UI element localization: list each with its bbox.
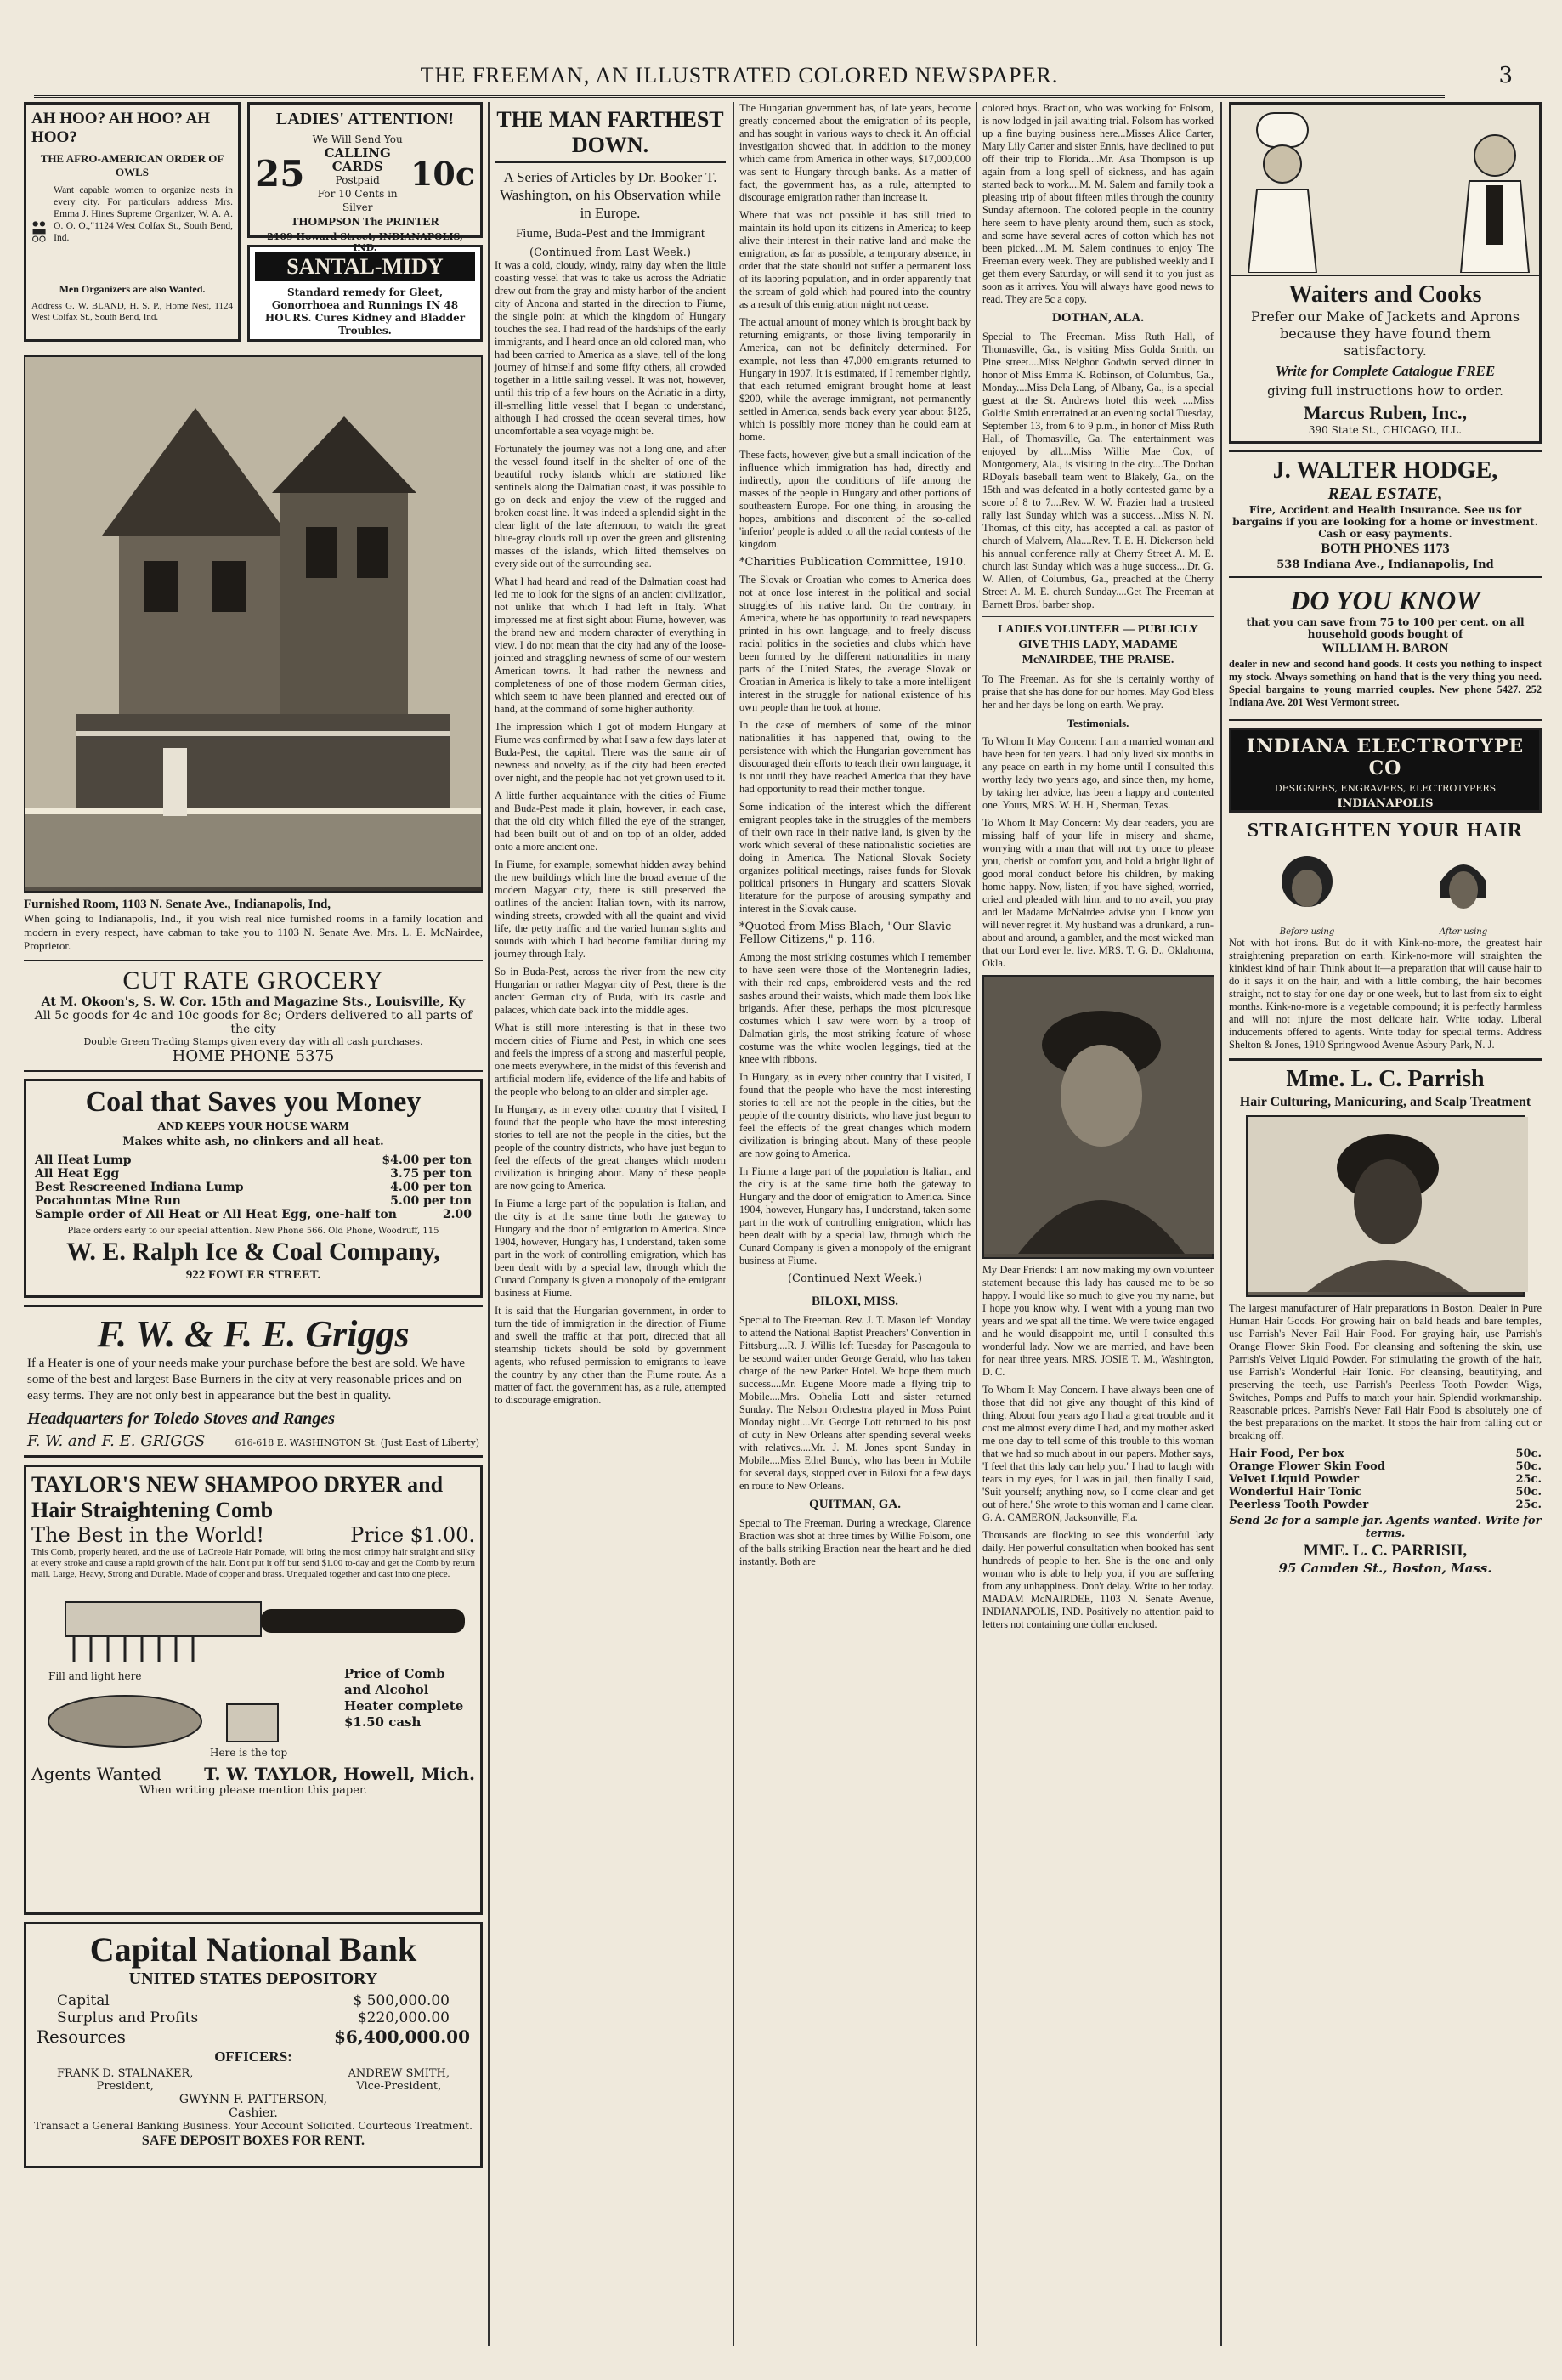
article-column-1 xyxy=(488,102,726,2346)
ads-column-right xyxy=(1220,102,1542,2346)
news-column xyxy=(976,102,1214,2346)
taylor-comb-ad xyxy=(24,1465,483,1915)
electrotype-ad xyxy=(1229,728,1542,813)
price-value: 5.00 per ton xyxy=(390,1194,472,1208)
article-paragraph: The actual amount of money which is brought back by returning emigrants, or those living temporarily in America, can not be definitely determined. For example, not less than 47,000 emigrants returned to Hungary in 1907. It is estimated, if I remember rightly, that each returned emigrant brought home at least $200, while the average immigrant, not permanently settled in America, sends back every year about $125, which is possibly more money than he could earn at home. xyxy=(739,316,971,443)
capital-value: $ 500,000.00 xyxy=(353,1992,450,2009)
article-footnote: *Quoted from Miss Blach, "Our Slavic Fellow Citizens," p. 116. xyxy=(739,921,952,946)
price-item: All Heat Lump xyxy=(35,1153,132,1167)
article-paragraph: In Fiume a large part of the population is Italian, and the city is at the same time both the gateway to Hungary and the door of emigration to America. Since 1904, however, Hungary has, I understand, taken some part in the work of controlling emigration, which has been dealt with by a special law, through which the Cunard Company is given a monopoly of the emigrant business at Fiume. xyxy=(495,1198,726,1299)
house-caption: When going to Indianapolis, Ind., if you wish real nice furnished rooms in a family location and modern in every respect, have cabman to take you to 1103 N. Senate Ave. Mrs. L. E. McNairdee, Proprietor. xyxy=(24,912,483,952)
biloxi-news: Special to The Freeman. Rev. J. T. Mason left Monday to attend the National Baptist Preachers' Convention in Pittsburg....R. J. Willis left Tuesday for Pascagoula to be second waiter under George Gerald, who has taken charge of the new Parker Hotel. We hope them much success....Mr. Eugene Moore made a flying trip to Mobile....Mrs. Ophelia Lott and sister returned Sunday. The Nelson Orchestra played in Moss Point Monday night....Mr. George Lott returned to his post of duty in New Orleans after spending several weeks with relatives....Mr. J. M. Jones spent Sunday in Mobile....Miss Ethel Bundy, who has been in Mobile for several days, stopped over in Biloxi for a few days en route to New Orleans. xyxy=(739,1314,971,1492)
surplus-label: Surplus and Profits xyxy=(57,2009,199,2026)
taylor-company: T. W. TAYLOR, Howell, Mich. xyxy=(204,1764,475,1784)
masthead xyxy=(34,63,1513,98)
bank-subtitle: UNITED STATES DEPOSITORY xyxy=(128,1969,378,1988)
price-value: 50c. xyxy=(1515,1448,1542,1460)
parrish-subtitle: Hair Culturing, Manicuring, and Scalp Treatment xyxy=(1239,1095,1531,1109)
woman-portrait-icon xyxy=(984,977,1214,1254)
parrish-price-list xyxy=(1229,1448,1542,1511)
santal-text: Standard remedy for Gleet, Gonorrhoea and Runnings IN 48 HOURS. Cures Kidney and Bladder Troubles. xyxy=(264,286,466,337)
griggs-footer-address: 616-618 E. WASHINGTON St. (Just East of Liberty) xyxy=(235,1437,479,1448)
coal-company: W. E. Ralph Ice & Coal Company, xyxy=(66,1238,440,1266)
hodge-phones: BOTH PHONES 1173 xyxy=(1321,541,1450,556)
griggs-footer-name: F. W. and F. E. GRIGGS xyxy=(27,1432,206,1450)
cards-count: 25 xyxy=(255,152,305,195)
grocery-line-3: Double Green Trading Stamps given every day with all cash purchases. xyxy=(83,1036,423,1047)
hair-text: Not with hot irons. But do it with Kink-no-more, the greatest hair straightening preparation on earth. Kink-no-more will straighten the kinkiest kind of hair. Think about it—a preparation that will cause hair to do it says it on the hair, and with a little combing, the hair becomes straight, not to stay for one day or one week, but to last from six to eight months. Kink-no-more is a vegetable compound; it is perfectly harmless and will not injure the most delicate hair. Write today. Liberal inducements offered to agents. Write today for special terms. Address Shelton & Jones, 1910 Springwood Avenue Asbury Park, N. J. xyxy=(1229,937,1542,1051)
quitman-news: Special to The Freeman. During a wreckage, Clarence Braction was shot at three times by Willie Folsom, one of the balls striking Braction near the heart and he died instantly. Both are xyxy=(739,1517,971,1567)
parrish-portrait-icon xyxy=(1248,1117,1528,1292)
price-value: 50c. xyxy=(1515,1460,1542,1473)
article-paragraph: The Hungarian government has, of late years, become greatly concerned about the emigration of its people, and has sought in various ways to check it. An official investigation showed that, in addition to the money which came from America in other ways, $17,000,000 was sent to Hungary through banks. As a matter of fact, the government has, as a rule, attempted to discourage emigration rather than increase it. xyxy=(739,102,971,203)
parrish-footer: Send 2c for a sample jar. Agents wanted. Write for terms. xyxy=(1229,1515,1542,1540)
newspaper-title: THE FREEMAN, AN ILLUSTRATED COLORED NEWSPAPER. xyxy=(420,63,1059,88)
comb-price: Price of Comb and Alcohol Heater complete $1.50 cash xyxy=(344,1666,464,1730)
officer-2-name: ANDREW SMITH, xyxy=(348,2067,450,2080)
parrish-address: 95 Camden St., Boston, Mass. xyxy=(1278,1561,1492,1576)
price-item: Sample order of All Heat or All Heat Egg, one-half ton xyxy=(35,1208,397,1221)
article-paragraph: It was a cold, cloudy, windy, rainy day when the little coasting vessel that was to take us across the Adriatic drew out from the gray and misty harbor of the ancient city of Ancona and started in the direction to Fiume, the single point at which the kingdom of Hungary touches the sea. I had read of the hardships of the early immigrants, and I heard once an old colored man, who had been carried to America as a slave, tell of the long journey of himself and some fifty others, all crowded together in a little sailing vessel. It was not, however, until this trip of a few hours on the Adriatic in a dirty, ill-smelling little vessel that I began to understand, although I had crossed the ocean several times, how uncomfortable a sea voyage might be. xyxy=(495,259,726,437)
owls-men: Men Organizers are also Wanted. xyxy=(59,283,206,295)
taylor-price: Price $1.00. xyxy=(350,1523,475,1547)
grocery-phone: HOME PHONE 5375 xyxy=(172,1047,335,1065)
parrish-ad xyxy=(1229,1058,1542,1576)
know-text: dealer in new and second hand goods. It costs you nothing to inspect my stock. Always something on hand that is the very thing you need. Special bargains to young married couples. New phone 5427. 252 Indiana Ave. 201 West Vermont street. xyxy=(1229,658,1542,708)
santal-midy-ad xyxy=(247,245,483,342)
taylor-agents: Agents Wanted xyxy=(31,1764,161,1784)
house-caption-title: Furnished Room, 1103 N. Senate Ave., Indianapolis, Ind, xyxy=(24,898,331,911)
price-value: 4.00 per ton xyxy=(390,1181,472,1194)
grocery-line-1: At M. Okoon's, S. W. Cor. 15th and Magazine Sts., Louisville, Ky xyxy=(41,995,466,1009)
coal-title: Coal that Saves you Money xyxy=(85,1086,422,1118)
electro-subtitle: DESIGNERS, ENGRAVERS, ELECTROTYPERS xyxy=(1274,783,1497,794)
article-paragraph: So in Buda-Pest, across the river from the new city Hungarian or rather Magyar city of Pest, there is the ancient German city of Buda, with its castle and palaces, which date back into the middle ages. xyxy=(495,966,726,1016)
printer-address: 2109 Howard Street, INDIANAPOLIS, IND. xyxy=(267,231,463,253)
testimonial: Thousands are flocking to see this wonderful lady daily. Her powerful consultation when booked has sent hundreds of people to her. She is the one and only woman who is able to help you, if you are suffering from any unhappiness. Don't delay. Write to her today. MADAM McNAIRDEE, 1103 N. Senate Avenue, INDIANAPOLIS, IND. Positively no attention paid to letters not containing one dollar enclosed. xyxy=(982,1529,1214,1630)
article-paragraph: These facts, however, give but a small indication of the influence which immigration has had, directly and indirectly, upon the conditions of life among the masses of the people in Hungary and other portions of southeastern Europe. For one thing, in arousing the hopes, ambitions and discontent of the so-called 'inferior' people is added to all the racial contests of the kingdom. xyxy=(739,449,971,550)
testimonial: To Whom It May Concern. I have always been one of those that did not give any thought of this kind of thing. About four years ago I had a great trouble and it cost me almost every dime I had, and my mother asked me one day to tell some of this trouble to this woman that we had so much about in our papers. Mother says, 'I feel that this lady can help you.' I had to laugh with tears in my eyes, for I was in jail, then finally I said, 'Suit yourself; anything now, so I come clear and get out of here.' She wrote to this woman and I came clear. G. A. CAMERON, Jacksonville, Fla. xyxy=(982,1384,1214,1523)
price-item: Best Rescreened Indiana Lump xyxy=(35,1181,244,1194)
article-deck: A Series of Articles by Dr. Booker T. Washington, on his Observation while in Europe. xyxy=(500,169,721,221)
article-continued-next: (Continued Next Week.) xyxy=(739,1272,971,1289)
price-value: $4.00 per ton xyxy=(382,1153,472,1167)
house-illustration-icon xyxy=(25,357,481,887)
waiters-info: giving full instructions how to order. xyxy=(1267,383,1503,399)
waiters-address: 390 State St., CHICAGO, ILL. xyxy=(1308,424,1463,436)
waiter-illustration xyxy=(1231,105,1539,276)
before-head-icon xyxy=(1269,847,1345,924)
local-news: colored boys. Braction, who was working for Folsom, is now lodged in jail awaiting trial. Folsom has worked up a fine buying business here...Misses Alice Carter, Mary Lily Carter and sister Ennis, have declined to put off their trip to Florida....Mr. Asa Thompson is up again from a long spell of sickness, and has again started back to work....M. M. Salem and family took a pleasing trip of about fifteen miles through the country Sunday afternoon. The colored people in the country here seem to have plenty around them, such as stock, and some have several acres of cotton which has not been picked....M. M. Salem continues to enjoy The Freeman every week. They are published weekly and I get them every Saturday, or will send it to you just as soon as it arrives. You will always have good news to read. They are 5c a copy. xyxy=(982,102,1214,305)
testimonial: To Whom It May Concern: I am a married woman and have been for ten years. I had only lived six months in any peace on earth in my home until I consulted this worthy lady two years ago, and since then, my home, by taking her advice, has been a happy and contented one. Yours, MRS. W. H. H., Sherman, Texas. xyxy=(982,735,1214,811)
chef-waiter-icon xyxy=(1231,105,1542,273)
article-paragraph: Where that was not possible it has still tried to maintain its hold upon its citizens in America; to keep alive their interest in their native land and make the emigration, as far as possible, a temporary absence, in order that the state should not suffer a permanent loss of its laboring population, and in order apparently that the stream of gold which had poured into the country as a result of this emigration might not cease. xyxy=(739,209,971,310)
hair-before-label: Before using xyxy=(1279,927,1335,937)
griggs-text: If a Heater is one of your needs make your purchase before the best are sold. We have some of the best and largest Base Burners in the city at very reasonable prices and on easy terms. They are not only best in appearance but the best in quality. xyxy=(27,1357,465,1402)
article-subhead: Fiume, Buda-Pest and the Immigrant xyxy=(515,227,705,241)
article-paragraph: What I had heard and read of the Dalmatian coast had led me to look for the signs of an ancient civilization, not unlike that which I had left in Italy. What impressed me at first sight about Fiume, however, was the brand new and modern character of everything in view. I do not mean that the city had any of the loose-jointed and straggling newness of some of our western American towns. It had rather the newness and completeness of one of those modern German cities, which seem to have been planned and erected out of hand, at the command of some higher authority. xyxy=(495,575,726,715)
electro-address: INDIANAPOLIS xyxy=(1337,797,1434,810)
dothan-heading: DOTHAN, ALA. xyxy=(1052,311,1144,325)
capital-label: Capital xyxy=(57,1992,110,2009)
price-value: 2.00 xyxy=(442,1208,472,1221)
hodge-title: J. WALTER HODGE, xyxy=(1272,457,1498,484)
know-name: WILLIAM H. BARON xyxy=(1321,642,1449,655)
hair-title: STRAIGHTEN YOUR HAIR xyxy=(1247,819,1524,842)
comb-fill-label: Fill and light here xyxy=(48,1670,142,1682)
coal-phones: Place orders early to our special attention. New Phone 566. Old Phone, Woodruff, 115 xyxy=(67,1227,439,1236)
coal-price-list xyxy=(35,1153,472,1221)
ads-column-left xyxy=(24,102,483,2346)
testimonial: To Whom It May Concern: My dear readers, you are missing half of your life in misery and shame, worrying with a man that will not try once to please you, cherish or comfort you, and hold a bright light of good moral conduct before his children, by making home happy. Now, listen; if you have sighed, worried, cried and pleaded with him, and to no avail, you pray and let Madame McNairdee advise you. I know you will never regret it. My husband was a drunkard, a run-about and around, a gambler, and the most wicked man that our Lord ever let live. MRS. T. G. D., Oklahoma, Okla. xyxy=(982,817,1214,969)
coal-tagline: Makes white ash, no clinkers and all heat. xyxy=(122,1136,384,1148)
article-paragraph: In Hungary, as in every other country that I visited, I found that the people who have the most interesting stories to tell are not the people in the cities, but the people of the country districts, who have just begun to feel the effects of the great changes which modern civilization is bringing about. Many of these people are now going to America. xyxy=(739,1071,971,1159)
testimonial: My Dear Friends: I am now making my own volunteer statement because this lady has caused me to be so happy. I would like so much to give you my name, but I hope you know why. I went with a young man two years and we spat all the time. We were twice engaged and he would disappoint me, until I consulted this wonderful lady. Now we are married, and have been for near three years. MRS. JOSIE T. M., Washington, D. C. xyxy=(982,1264,1214,1378)
article-continued: (Continued from Last Week.) xyxy=(529,246,691,259)
price-row xyxy=(1229,1473,1542,1486)
griggs-headline: Headquarters for Toledo Stoves and Ranges xyxy=(27,1409,336,1428)
price-value: 25c. xyxy=(1515,1473,1542,1486)
griggs-title: F. W. & F. E. Griggs xyxy=(97,1313,410,1355)
resources-value: $6,400,000.00 xyxy=(333,2026,470,2047)
article-paragraph: Among the most striking costumes which I remember to have seen were those of the Montenegrin ladies, with their red caps, embroidered vests and the red sashes around their waists, which made them look like brigands. After these, perhaps the most picturesque costumes which I saw were worn by a troop of Dalmatian girls, the most striking feature of whose costume was the white woolen leggings, tied at the knee with ribbons. xyxy=(739,951,971,1065)
biloxi-heading: BILOXI, MISS. xyxy=(811,1295,899,1308)
cards-headline: LADIES' ATTENTION! xyxy=(275,110,455,128)
article-footnote: *Charities Publication Committee, 1910. xyxy=(739,556,967,569)
resources-label: Resources xyxy=(37,2026,126,2047)
waiters-ad xyxy=(1229,102,1542,444)
baron-ad xyxy=(1229,585,1542,721)
owl-icon xyxy=(31,184,47,278)
hodge-ad xyxy=(1229,450,1542,578)
price-row xyxy=(35,1153,472,1167)
price-row xyxy=(35,1181,472,1194)
grocery-ad xyxy=(24,960,483,1072)
price-item: Velvet Liquid Powder xyxy=(1229,1473,1360,1486)
parrish-title: Mme. L. C. Parrish xyxy=(1286,1066,1485,1092)
hodge-subtitle: REAL ESTATE, xyxy=(1327,484,1443,503)
waiters-catalog: Write for Complete Catalogue FREE xyxy=(1275,363,1496,379)
price-item: Peerless Tooth Powder xyxy=(1229,1499,1369,1511)
dothan-news: Special to The Freeman. Miss Ruth Hall, of Thomasville, Ga., is visiting Miss Golda Smith, on Pine street....Miss Neighor Godwin served dinner in honor of Miss Emma K. Robinson, of Columbus, Ga., Monday....Miss Dela Lang, of Albany, Ga., is a special guest at the St. Andrews hotel this week ....Miss Goldie Smith entertained at an evening social Tuesday, September 13, from 6 to 9 p.m., in honor of Miss Ruth Hall, of Thomasville, Ga. The entertainment was enjoyed by all....Miss Willie Mae Cox, of Montgomery, Ala., is visiting in the city....The Dothan RDoyals baseball team went to Blakely, Ga., on the 15th and was defeated in a hotly contested game by a score of 8 to 7....Rev. W. W. Frazier had a trusteed rally last Sunday which was a success....Miss N. N. Thomas, of this city, has accepted a call as pastor of church of Malvern, Ala....Rev. T. E. H. Dickerson held his annual conference rally at Cherry Street A. M. E. church last Sunday which was a huge success....Dr. G. W. Allen, of Columbus, Ga., preached at the Cherry Street A. M. E. church Sunday....Get The Freeman at Barnett Bros.' barber shop. xyxy=(982,331,1214,610)
price-row xyxy=(35,1194,472,1208)
portrait-photo xyxy=(982,975,1214,1259)
price-value: 3.75 per ton xyxy=(390,1167,472,1181)
cards-price: 10c xyxy=(410,154,475,193)
house-photo-block xyxy=(24,355,483,953)
taylor-mention: When writing please mention this paper. xyxy=(139,1784,367,1797)
owls-headline: AH HOO? AH HOO? AH HOO? xyxy=(31,110,211,146)
article-paragraph: In the case of members of some of the minor nationalities it has happened that, owing to the persistence with which the Hungarian government has discouraged their efforts to teach their own language, it is not until they have reached America that they have had opportunity to read their mother tongue. xyxy=(739,719,971,795)
parrish-name: MME. L. C. PARRISH, xyxy=(1303,1542,1468,1560)
calling-cards-ad xyxy=(247,102,483,253)
price-item: Hair Food, Per box xyxy=(1229,1448,1344,1460)
grocery-line-2: All 5c goods for 4c and 10c goods for 8c; Orders delivered to all parts of the city xyxy=(34,1009,473,1036)
house-photo xyxy=(24,355,483,892)
printer-name: THOMPSON The PRINTER xyxy=(291,216,439,229)
article-paragraph: Fortunately the journey was not a long one, and after the vessel found itself in the shelter of one of the beautiful rocky islands which are stationed like sentinels along the Dalmatian coast, it was possible to go on deck and enjoy the view of the rugged and broken coast line. It was indeed a splendid sight in the clear light of the late afternoon, to watch the great blue-gray clouds roll up over the green and glistening masses of the islands, which lifted themselves on every side out of the surrounding sea. xyxy=(495,443,726,570)
owls-ad xyxy=(24,102,241,342)
article-paragraph: In Fiume a large part of the population is Italian, and the city is at the same time both the gateway to Hungary and the door of emigration to America. Since 1904, however, Hungary has, I understand, taken some part in the work of controlling emigration, which has been dealt with by a special law, through which the Cunard Company is given a monopoly of the emigrant business at Fiume. xyxy=(739,1165,971,1266)
cards-line-4: For 10 Cents in Silver xyxy=(317,188,398,213)
know-subtitle: that you can save from 75 to 100 per cent. on all household goods bought of xyxy=(1246,616,1525,640)
article-paragraph: The impression which I got of modern Hungary at Fiume was confirmed by what I saw a few days later at Buda-Pest, the capital. There was the same air of newness and novelty, as if the city had been erected over night, and the people had not yet grown used to it. xyxy=(495,721,726,784)
page-number: 3 xyxy=(1498,63,1513,88)
hodge-address: 538 Indiana Ave., Indianapolis, Ind xyxy=(1276,558,1494,571)
price-item: Pocahontas Mine Run xyxy=(35,1194,181,1208)
owls-order: THE AFRO-AMERICAN ORDER OF OWLS xyxy=(40,152,224,178)
officers-heading: OFFICERS: xyxy=(214,2048,292,2065)
coal-ad xyxy=(24,1079,483,1298)
quitman-heading: QUITMAN, GA. xyxy=(809,1498,901,1511)
comb-top-label: Here is the top xyxy=(210,1747,288,1759)
coal-address: 922 FOWLER STREET. xyxy=(185,1268,321,1282)
price-row xyxy=(35,1208,472,1221)
article-paragraph: What is still more interesting is that in these two modern cities of Fiume and Pest, in which one sees and feels the impress of a strong and masterful people, one meets everywhere, in the midst of this feverish and artificial modern life, evidence of the life and habits of the people who belong to an older and simpler age. xyxy=(495,1022,726,1097)
testimonials-heading: Testimonials. xyxy=(1067,717,1129,729)
price-row xyxy=(1229,1460,1542,1473)
officer-2-role: Vice-President, xyxy=(356,2080,442,2093)
price-row xyxy=(35,1167,472,1181)
waiters-text: Prefer our Make of Jackets and Aprons because they have found them satisfactory. xyxy=(1250,309,1520,359)
bank-footer-1: Transact a General Banking Business. Your Account Solicited. Courteous Treatment. xyxy=(34,2120,473,2132)
santal-title: SANTAL-MIDY xyxy=(255,252,475,281)
price-value: 50c. xyxy=(1515,1486,1542,1499)
know-title: DO YOU KNOW xyxy=(1290,585,1480,615)
article-paragraph: In Hungary, as in every other country that I visited, I found that the people who have the most interesting stories to tell are not the people in the cities, but the people of the country districts, who have just begun to feel the effects of the great changes which modern civilization is bringing about. Many of these people are now going to America. xyxy=(495,1103,726,1192)
waiters-company: Marcus Ruben, Inc., xyxy=(1303,402,1468,423)
bank-footer-2: SAFE DEPOSIT BOXES FOR RENT. xyxy=(141,2134,365,2148)
ladies-heading: LADIES VOLUNTEER — PUBLICLY GIVE THIS LADY, MADAME McNAIRDEE, THE PRAISE. xyxy=(998,623,1198,666)
price-item: Wonderful Hair Tonic xyxy=(1229,1486,1362,1499)
griggs-ad xyxy=(24,1305,483,1458)
owls-address: Address G. W. BLAND, H. S. P., Home Nest, 1124 West Colfax St., South Bend, Ind. xyxy=(31,301,233,322)
bank-title: Capital National Bank xyxy=(89,1930,417,1969)
parrish-portrait xyxy=(1246,1115,1525,1297)
article-paragraph: The Slovak or Croatian who comes to America does not at once lose interest in the political and social struggles of his native land. On the contrary, in America, where he has opportunity to read newspapers printed in his own language, and to freely discuss racial politics in the societies and clubs which have been formed by the different nationalities in many parts of the United States, the average Slovak or Croatian in America is likely to take a more intelligent interest in the struggle for national existence of his own people than he took at home. xyxy=(739,574,971,713)
ladies-text: To The Freeman. As for she is certainly worthy of praise that she has done for our homes. May God bless her and her days be long on earth. We pray. xyxy=(982,673,1214,711)
after-head-icon xyxy=(1425,847,1502,924)
taylor-text: This Comb, properly heated, and the use of LaCreole Hair Pomade, will bring the most crimpy hair straight and silky at every stroke and cause a rapid growth of the hair. Don't put it off but send $1.00 to-day and get the Comb by return mail. Large, Heavy, Strong and Durable. Made of copper and brass. Unequaled together and cast into one piece. xyxy=(31,1547,475,1579)
straighten-hair-ad xyxy=(1229,819,1542,1051)
coal-subtitle: AND KEEPS YOUR HOUSE WARM xyxy=(157,1120,349,1133)
officer-3-name: GWYNN F. PATTERSON, xyxy=(178,2093,328,2106)
grocery-title: CUT RATE GROCERY xyxy=(122,966,384,994)
officer-1-role: President, xyxy=(96,2080,154,2093)
article-column-2 xyxy=(733,102,971,2346)
article-paragraph: Some indication of the interest which the different emigrant peoples take in the struggles of the members of their own race in their native land, is given by the work which several of these nationalistic societies are doing in America. The National Slovak Society organizes political meetings, raises funds for Slovak political prisoners in Hungary and scatters Slovak literature for the purpose of arousing sympathy and interest in the Slovak cause. xyxy=(739,801,971,915)
cards-line-3: Postpaid xyxy=(335,174,380,186)
price-value: 25c. xyxy=(1515,1499,1542,1511)
article-paragraph: It is said that the Hungarian government, in order to turn the tide of immigration in the direction of Fiume and swell the traffic at that port, directed that all steamship tickets should be sold by government agents, who refused permission to emigrants to leave the country by any other than the Fiume route. As a matter of fact, the government has, as a rule, attempted to discourage emigration. xyxy=(495,1305,726,1406)
officer-3-role: Cashier. xyxy=(229,2106,278,2120)
price-item: All Heat Egg xyxy=(35,1167,120,1181)
price-row xyxy=(1229,1448,1542,1460)
price-item: Orange Flower Skin Food xyxy=(1229,1460,1385,1473)
officer-1-name: FRANK D. STALNAKER, xyxy=(57,2067,194,2080)
article-headline: THE MAN FARTHEST DOWN. xyxy=(495,107,726,163)
surplus-value: $220,000.00 xyxy=(357,2009,450,2026)
price-row xyxy=(1229,1486,1542,1499)
parrish-text: The largest manufacturer of Hair preparations in Boston. Dealer in Pure Human Hair Goods. For growing hair on bald heads and bare temples, use Parrish's Never Fail Hair Food. For graying hair, use Parrish's Orange Flower Skin Food. For cleansing and softening the skin, use Parrish's Velvet Liquid Powder. For stimulating the growth of the hair, use Parrish's Wonderful Hair Tonic. For cleansing, beautifying, and preserving the teeth, use Parrish's Peerless Tooth Powder. Wigs, Switches, Pomps and Puffs to match your hair. Splendid workmanship. Reasonable prices. Parrish's Never Fail Hair Food is absolutely one of the best preparations on the market. It stops the hair from falling out or breaking off. xyxy=(1229,1302,1542,1442)
hodge-text: Fire, Accident and Health Insurance. See us for bargains if you are looking for a home or investment. Cash or easy payments. xyxy=(1232,504,1538,540)
cards-line-1: We Will Send You xyxy=(312,133,403,145)
article-paragraph: In Fiume, for example, somewhat hidden away behind the new buildings which line the broad avenue of the modern Magyar city, there is still preserved the outlines of the ancient Italian town, with its narrow, winding streets, crowded with all the quaint and vivid life, the petty traffic and the varied human sights and sounds with which I had become familiar during my journey through Italy. xyxy=(495,858,726,960)
capital-bank-ad xyxy=(24,1922,483,2168)
taylor-subtitle: The Best in the World! xyxy=(31,1523,265,1547)
waiters-title: Waiters and Cooks xyxy=(1288,281,1482,308)
taylor-title: TAYLOR'S NEW SHAMPOO DRYER and Hair Straightening Comb xyxy=(31,1472,444,1522)
owls-text: Want capable women to organize nests in every city. For particulars address Mrs. Emma J. Hines Supreme Organizer, W. A. A. O. O. O.,"1124 West Colfax St., South Bend, Ind. xyxy=(54,185,233,243)
electro-title: INDIANA ELECTROTYPE CO xyxy=(1246,735,1525,779)
hair-after-label: After using xyxy=(1439,927,1488,937)
article-paragraph: A little further acquaintance with the cities of Fiume and Buda-Pest made it plain, however, in each case, that the old city which filled the eye of the stranger, had been built out of and on top of an older, added onto a more ancient one. xyxy=(495,790,726,853)
cards-line-2: CALLING CARDS xyxy=(324,145,391,174)
price-row xyxy=(1229,1499,1542,1511)
